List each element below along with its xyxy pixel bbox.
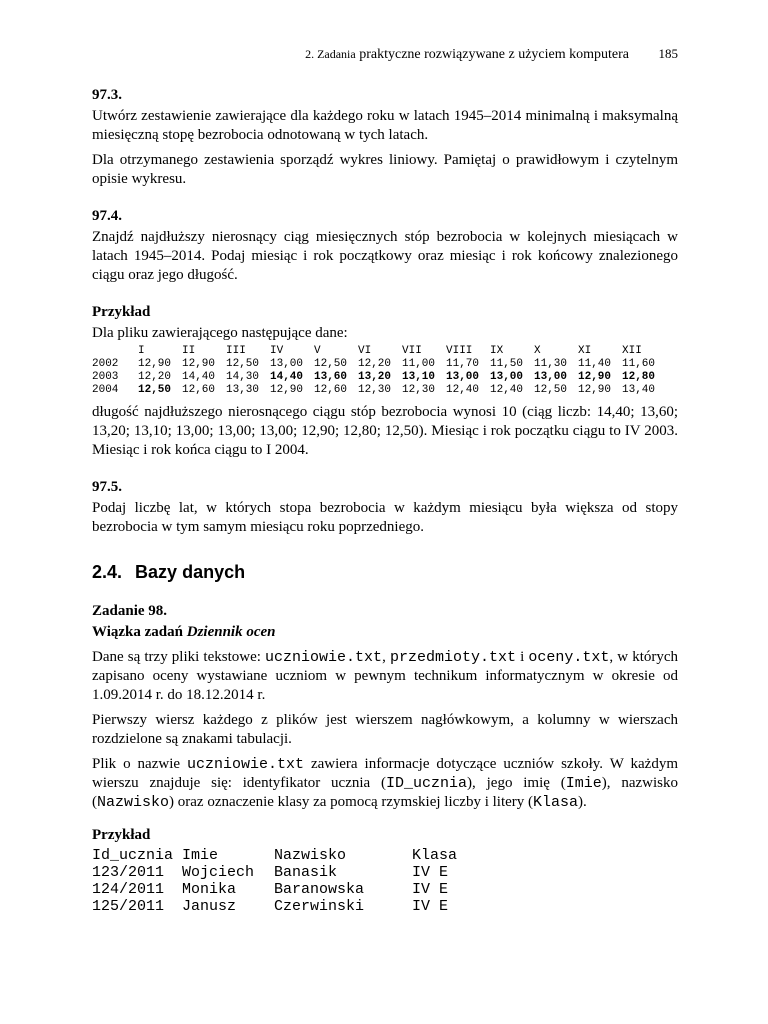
task-98-paragraph-1: Dane są trzy pliki tekstowe: uczniowie.txt, przedmioty.txt i oceny.txt, w których zapisano oceny wystawiane uczniom w pewnym technikum informatycznym w okresie od 1.09.2014 r. do 18.12.2014 r. [92,649,679,703]
month-header: IV [270,345,284,357]
field-name: ID_ucznia [386,775,468,792]
month-header: III [226,345,246,357]
table-cell: Monika [182,881,237,898]
paragraph-97-4-1: Znajdź najdłuższy nierosnący ciąg miesięcznych stóp bezrobocia w kolejnych miesiącach w latach 1945–2014. Podaj miesiąc i rok początkowy oraz miesiąc i rok końcowy znalezionego ciągu oraz jego długość. [92,229,678,283]
paragraph-97-5-1: Podaj liczbę lat, w których stopa bezrobocia w każdym miesiącu była większa od stopy bezrobocia w tym samym miesiącu roku poprzedniego. [92,500,678,535]
page-content [92,86,678,915]
value-cell: 13,10 [402,371,436,383]
month-header: XI [578,345,592,357]
heading-97-4: 97.4. [92,208,122,224]
table-cell: Wojciech [182,864,255,881]
value-cell: 12,90 [578,371,612,383]
section-number: 2.4. [92,562,123,582]
example-heading-97-4: Przykład [92,304,151,320]
heading-97-3: 97.3. [92,87,122,103]
value-cell: 13,00 [490,371,524,383]
table-cell: Banasik [274,864,338,881]
value-cell: 12,60 [182,384,216,396]
table-row [92,898,457,915]
task-98-subtitle: Wiązka zadań Dziennik ocen [92,624,276,640]
month-header: VIII [446,345,473,357]
task-98-paragraph-3: Plik o nazwie uczniowie.txt zawiera informacje dotyczące uczniów szkoły. W każdym wierszu znajduje się: identyfikator ucznia (ID_ucznia), jego imię (Imie), nazwisko (Nazwisko) oraz oznaczenie klasy za pomocą rzymskiej liczby i litery (Klasa). [92,756,679,811]
table-cell: IV E [412,864,449,881]
month-header: II [182,345,196,357]
value-cell: 14,40 [182,371,216,383]
value-cell: 12,90 [138,358,172,370]
value-cell: 11,70 [446,358,480,370]
column-header: Nazwisko [274,847,347,864]
table-row [92,864,457,881]
table-cell: IV E [412,898,449,915]
value-cell: 13,60 [314,371,348,383]
value-cell: 13,20 [358,371,392,383]
heading-97-5: 97.5. [92,479,122,495]
field-name: Imie [565,775,602,792]
table-cell: 125/2011 [92,898,165,915]
value-cell: 12,50 [534,384,568,396]
month-header: X [534,345,541,357]
value-cell: 12,90 [182,358,216,370]
paragraph-97-3-1: Utwórz zestawienie zawierające dla każdego roku w latach 1945–2014 minimalną i maksymalną miesięczną stopę bezrobocia odnotowaną w tych latach. [92,108,678,143]
field-name: Nazwisko [97,794,170,811]
column-header: Id_ucznia [92,847,174,864]
month-header: I [138,345,145,357]
value-cell: 12,40 [490,384,524,396]
filename: uczniowie.txt [265,649,383,666]
value-cell: 14,40 [270,371,304,383]
table-cell: 124/2011 [92,881,165,898]
table-header-row [92,847,457,864]
header-title: praktyczne rozwiązywane z użyciem komputera [359,47,629,62]
value-cell: 12,50 [314,358,348,370]
table-cell: IV E [412,881,449,898]
value-cell: 11,50 [490,358,524,370]
value-cell: 12,50 [226,358,260,370]
filename: oceny.txt [528,649,610,666]
page-number: 185 [658,46,678,61]
unemployment-table [92,345,666,397]
value-cell: 13,30 [226,384,260,396]
value-cell: 12,60 [314,384,348,396]
column-header: Klasa [412,847,458,864]
month-header: IX [490,345,504,357]
paragraph-97-3-2: Dla otrzymanego zestawienia sporządź wykres liniowy. Pamiętaj o prawidłowym i czytelnym opisie wykresu. [92,152,678,187]
value-cell: 11,40 [578,358,612,370]
value-cell: 12,20 [358,358,392,370]
value-cell: 12,90 [578,384,612,396]
table-cell: Baranowska [274,881,365,898]
year-cell: 2003 [92,371,119,383]
task-98-heading: Zadanie 98. [92,603,168,619]
table-row [92,358,666,371]
table-cell: 123/2011 [92,864,165,881]
value-cell: 12,50 [138,384,172,396]
month-header: V [314,345,321,357]
year-cell: 2002 [92,358,119,370]
value-cell: 13,00 [270,358,304,370]
value-cell: 12,40 [446,384,480,396]
month-header: VII [402,345,422,357]
section-title [92,563,678,582]
value-cell: 12,90 [270,384,304,396]
value-cell: 12,30 [358,384,392,396]
value-cell: 11,60 [622,358,656,370]
filename: uczniowie.txt [186,756,305,773]
month-header: XII [622,345,642,357]
column-header: Imie [182,847,219,864]
value-cell: 12,20 [138,371,172,383]
running-header [92,44,678,64]
filename: przedmioty.txt [389,649,516,666]
value-cell: 11,00 [402,358,436,370]
field-name: Klasa [533,794,579,811]
value-cell: 12,80 [622,371,656,383]
table-row [92,881,457,898]
task-98-paragraph-2: Pierwszy wiersz każdego z plików jest wierszem nagłówkowym, a kolumny w wierszach rozdzielone są znakami tabulacji. [92,712,678,747]
month-header: VI [358,345,372,357]
table-row [92,384,666,397]
value-cell: 14,30 [226,371,260,383]
section-name: Bazy danych [135,562,246,582]
example-intro: Dla pliku zawierającego następujące dane: [92,325,348,341]
header-prefix: 2. Zadania [305,47,356,61]
table-header-row [92,345,666,358]
task-98-example-heading: Przykład [92,827,151,843]
table-cell: Czerwinski [274,898,365,915]
value-cell: 11,30 [534,358,568,370]
result-paragraph: długość najdłuższego nierosnącego ciągu stóp bezrobocia wynosi 10 (ciąg liczb: 14,40; 13,60; 13,20; 13,10; 13,00; 13,00; 13,00; 12,90; 12,80; 12,50). Miesiąc i rok początku ciągu to IV 2003. Miesiąc i rok końca ciągu to I 2004. [92,404,678,458]
table-cell: Janusz [182,898,237,915]
value-cell: 13,40 [622,384,656,396]
table-row [92,371,666,384]
value-cell: 13,00 [446,371,480,383]
value-cell: 13,00 [534,371,568,383]
year-cell: 2004 [92,384,119,396]
students-example-table [92,847,457,915]
value-cell: 12,30 [402,384,436,396]
